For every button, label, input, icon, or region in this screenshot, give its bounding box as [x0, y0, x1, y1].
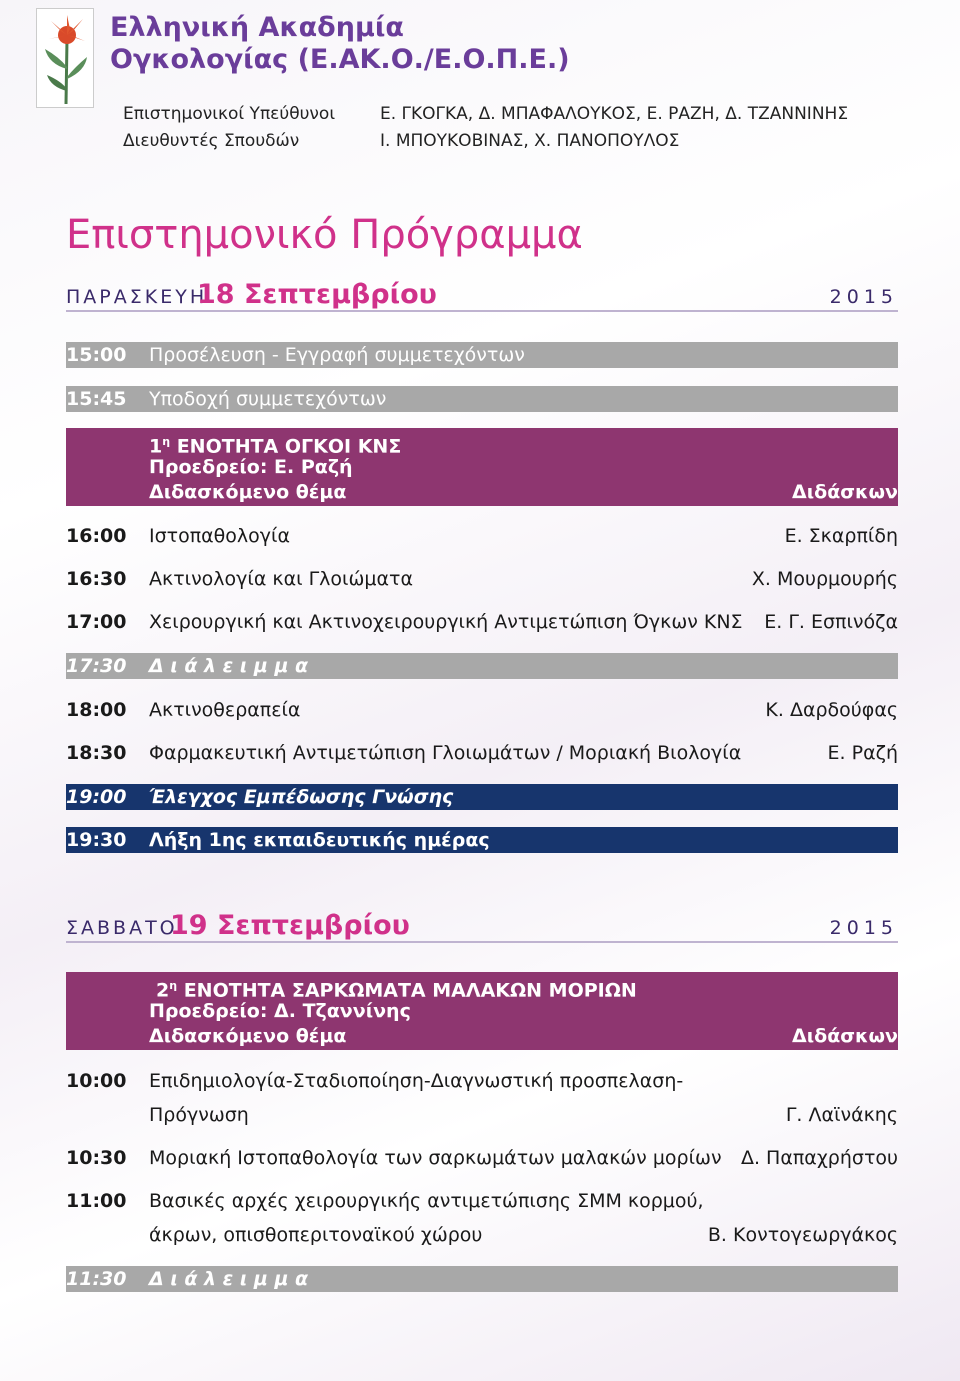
academy-name: [110, 12, 570, 76]
schedule-row: [66, 523, 898, 549]
schedule-row: [66, 1145, 898, 1171]
row-subject: Μοριακή Ιστοπαθολογία των σαρκωμάτων μαλακών μορίων: [149, 1147, 722, 1169]
day2-name: ΣΑΒΒΑΤΟ: [66, 917, 178, 939]
directors-names: Ι. ΜΠΟΥΚΟΒΙΝΑΣ, Χ. ΠΑΝΟΠΟΥΛΟΣ: [380, 131, 680, 151]
row-time: 18:00: [66, 699, 127, 721]
directors-label: Διευθυντές Σπουδών: [123, 131, 300, 151]
schedule-row: [66, 386, 898, 412]
row-subject-line1: Βασικές αρχές χειρουργικής αντιμετώπισης ΣΜΜ κορμού,: [149, 1190, 704, 1212]
row-subject: Λήξη 1ης εκπαιδευτικής ημέρας: [149, 829, 490, 851]
session1-block: [66, 428, 898, 506]
row-time: 16:30: [66, 568, 127, 590]
row-subject-line2: Πρόγνωση: [149, 1104, 249, 1126]
assessment-row: [66, 784, 898, 810]
row-speaker: Γ. Λαϊνάκης: [785, 1104, 898, 1126]
day1-name: ΠΑΡΑΣΚΕΥΗ: [66, 286, 208, 308]
row-time: 19:30: [66, 829, 127, 851]
row-subject: Χειρουργική και Ακτινοχειρουργική Αντιμετώπιση Όγκων ΚΝΣ: [149, 611, 743, 633]
row-subject: Υποδοχή συμμετεχόντων: [149, 388, 387, 410]
row-speaker: Δ. Παπαχρήστου: [740, 1147, 898, 1169]
break-row: [66, 1266, 898, 1292]
schedule-row: [66, 609, 898, 635]
academy-name-line1: Ελληνική Ακαδημία: [110, 12, 404, 43]
row-subject: Έλεγχος Εμπέδωσης Γνώσης: [149, 786, 454, 808]
row-speaker: Ε. Γ. Εσπινόζα: [764, 611, 898, 633]
row-time: 11:00: [66, 1190, 127, 1212]
session2-title: $2^\eta$ ΕΝΟΤΗΤΑ ΣΑΡΚΩΜΑΤΑ ΜΑΛΑΚΩΝ ΜΟΡΙΩΝ: [156, 979, 637, 1002]
session1-chair: Προεδρείο: Ε. Ραζή: [149, 456, 353, 478]
row-subject: Ακτινολογία και Γλοιώματα: [149, 568, 413, 590]
row-subject-line2: άκρων, οπισθοπεριτοναϊκού χώρου: [149, 1224, 483, 1246]
scientific-heads-names: Ε. ΓΚΟΓΚΑ, Δ. ΜΠΑΦΑΛΟΥΚΟΣ, Ε. ΡΑΖΗ, Δ. ΤΖΑΝΝΙΝΗΣ: [380, 104, 849, 124]
day2-year: 2015: [829, 917, 898, 939]
row-time: 10:00: [66, 1070, 127, 1092]
day1-date: 18 Σεπτεμβρίου: [197, 279, 437, 310]
row-time: 17:30: [66, 655, 127, 677]
academy-logo: [36, 8, 94, 108]
schedule-row: [66, 1188, 898, 1248]
flower-logo-icon: [37, 9, 95, 109]
session1-subject-header: Διδασκόμενο θέμα: [149, 481, 347, 503]
row-time: 17:00: [66, 611, 127, 633]
session2-block: [66, 972, 898, 1050]
schedule-row: [66, 1068, 898, 1128]
row-time: 15:00: [66, 344, 127, 366]
row-subject: Προσέλευση - Εγγραφή συμμετεχόντων: [149, 344, 525, 366]
row-speaker: Χ. Μουρμουρής: [751, 568, 898, 590]
row-speaker: Ε. Ραζή: [827, 742, 898, 764]
row-time: 10:30: [66, 1147, 127, 1169]
academy-name-line2: Ογκολογίας (Ε.ΑΚ.Ο./Ε.Ο.Π.Ε.): [110, 44, 570, 75]
scientific-heads-label: Επιστημονικοί Υπεύθυνοι: [123, 104, 336, 124]
row-time: 15:45: [66, 388, 127, 410]
row-subject: Δ ι ά λ ε ι μ μ α: [149, 655, 309, 677]
session2-chair: Προεδρείο: Δ. Τζαννίνης: [149, 1000, 411, 1022]
row-subject: Ακτινοθεραπεία: [149, 699, 301, 721]
day1-header: [66, 280, 898, 312]
row-speaker: Κ. Δαρδούφας: [765, 699, 898, 721]
schedule-row: [66, 342, 898, 368]
day1-year: 2015: [829, 286, 898, 308]
row-time: 18:30: [66, 742, 127, 764]
session2-teacher-header: Διδάσκων: [792, 1025, 898, 1047]
session2-subject-header: Διδασκόμενο θέμα: [149, 1025, 347, 1047]
session1-title: $1^\eta$ ΕΝΟΤΗΤΑ ΟΓΚΟΙ ΚΝΣ: [149, 435, 402, 458]
row-subject-line1: Επιδημιολογία-Σταδιοποίηση-Διαγνωστική προσπελαση-: [149, 1070, 684, 1092]
end-of-day-row: [66, 827, 898, 853]
row-speaker: Β. Κοντογεωργάκος: [707, 1224, 898, 1246]
row-time: 16:00: [66, 525, 127, 547]
program-title: Επιστημονικό Πρόγραμμα: [66, 212, 583, 258]
session1-teacher-header: Διδάσκων: [792, 481, 898, 503]
row-time: 11:30: [66, 1268, 127, 1290]
row-speaker: Ε. Σκαρπίδη: [784, 525, 898, 547]
schedule-row: [66, 740, 898, 766]
day2-date: 19 Σεπτεμβρίου: [170, 910, 410, 941]
day2-header: [66, 911, 898, 943]
row-time: 19:00: [66, 786, 127, 808]
break-row: [66, 653, 898, 679]
schedule-row: [66, 697, 898, 723]
schedule-row: [66, 566, 898, 592]
row-subject: Φαρμακευτική Αντιμετώπιση Γλοιωμάτων / Μοριακή Βιολογία: [149, 742, 742, 764]
row-subject: Δ ι ά λ ε ι μ μ α: [149, 1268, 309, 1290]
row-subject: Ιστοπαθολογία: [149, 525, 290, 547]
